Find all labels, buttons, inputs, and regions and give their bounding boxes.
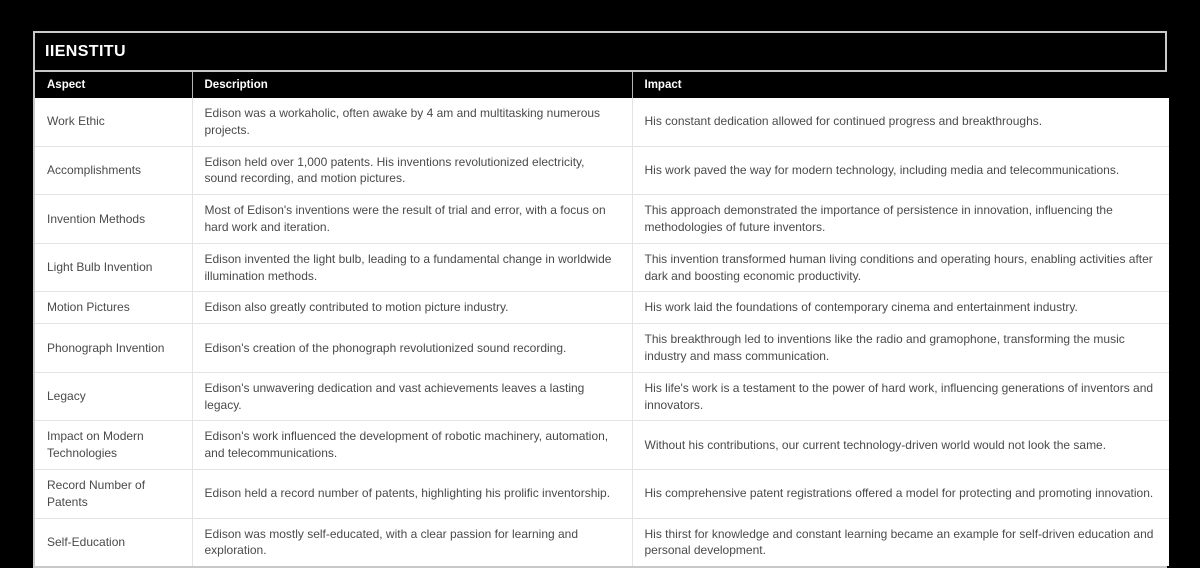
cell-description: Edison also greatly contributed to motion picture industry. xyxy=(192,292,632,324)
edison-report-table xyxy=(33,31,1167,568)
cell-description: Edison's work influenced the development of robotic machinery, automation, and telecommunications. xyxy=(192,421,632,470)
column-header-impact: Impact xyxy=(632,72,1169,98)
cell-description: Edison was mostly self-educated, with a clear passion for learning and exploration. xyxy=(192,518,632,566)
cell-impact: His work laid the foundations of contemporary cinema and entertainment industry. xyxy=(632,292,1169,324)
cell-aspect: Self-Education xyxy=(35,518,192,566)
table-body xyxy=(35,98,1169,566)
table-row xyxy=(35,372,1169,421)
cell-description: Edison invented the light bulb, leading to a fundamental change in worldwide illumination methods. xyxy=(192,243,632,292)
cell-aspect: Invention Methods xyxy=(35,195,192,244)
cell-impact: His comprehensive patent registrations offered a model for protecting and promoting innovation. xyxy=(632,469,1169,518)
cell-impact: His thirst for knowledge and constant learning became an example for self-driven education and personal development. xyxy=(632,518,1169,566)
cell-aspect: Phonograph Invention xyxy=(35,324,192,373)
table-header xyxy=(35,72,1169,98)
cell-impact: His work paved the way for modern technology, including media and telecommunications. xyxy=(632,146,1169,195)
cell-aspect: Legacy xyxy=(35,372,192,421)
column-header-aspect: Aspect xyxy=(35,72,192,98)
edison-table xyxy=(35,72,1169,566)
table-title-bar xyxy=(35,33,1165,72)
table-row xyxy=(35,324,1169,373)
column-header-description: Description xyxy=(192,72,632,98)
table-row xyxy=(35,146,1169,195)
table-row xyxy=(35,469,1169,518)
cell-aspect: Light Bulb Invention xyxy=(35,243,192,292)
table-row xyxy=(35,98,1169,146)
table-row xyxy=(35,195,1169,244)
cell-description: Most of Edison's inventions were the result of trial and error, with a focus on hard work and iteration. xyxy=(192,195,632,244)
cell-impact: This approach demonstrated the importance of persistence in innovation, influencing the methodologies of future inventors. xyxy=(632,195,1169,244)
cell-aspect: Accomplishments xyxy=(35,146,192,195)
cell-description: Edison's creation of the phonograph revolutionized sound recording. xyxy=(192,324,632,373)
cell-aspect: Work Ethic xyxy=(35,98,192,146)
cell-description: Edison's unwavering dedication and vast achievements leaves a lasting legacy. xyxy=(192,372,632,421)
cell-description: Edison held over 1,000 patents. His inventions revolutionized electricity, sound recording, and motion pictures. xyxy=(192,146,632,195)
cell-impact: This breakthrough led to inventions like the radio and gramophone, transforming the music industry and mass communication. xyxy=(632,324,1169,373)
cell-impact: Without his contributions, our current technology-driven world would not look the same. xyxy=(632,421,1169,470)
cell-aspect: Motion Pictures xyxy=(35,292,192,324)
header-row xyxy=(35,72,1169,98)
cell-impact: His constant dedication allowed for continued progress and breakthroughs. xyxy=(632,98,1169,146)
table-row xyxy=(35,243,1169,292)
table-row xyxy=(35,292,1169,324)
cell-impact: His life's work is a testament to the power of hard work, influencing generations of inventors and innovators. xyxy=(632,372,1169,421)
cell-description: Edison was a workaholic, often awake by 4 am and multitasking numerous projects. xyxy=(192,98,632,146)
cell-description: Edison held a record number of patents, highlighting his prolific inventorship. xyxy=(192,469,632,518)
cell-aspect: Record Number of Patents xyxy=(35,469,192,518)
brand-title: IIENSTITU xyxy=(45,43,126,60)
cell-impact: This invention transformed human living conditions and operating hours, enabling activities after dark and boosting economic productivity. xyxy=(632,243,1169,292)
table-row xyxy=(35,518,1169,566)
table-row xyxy=(35,421,1169,470)
cell-aspect: Impact on Modern Technologies xyxy=(35,421,192,470)
